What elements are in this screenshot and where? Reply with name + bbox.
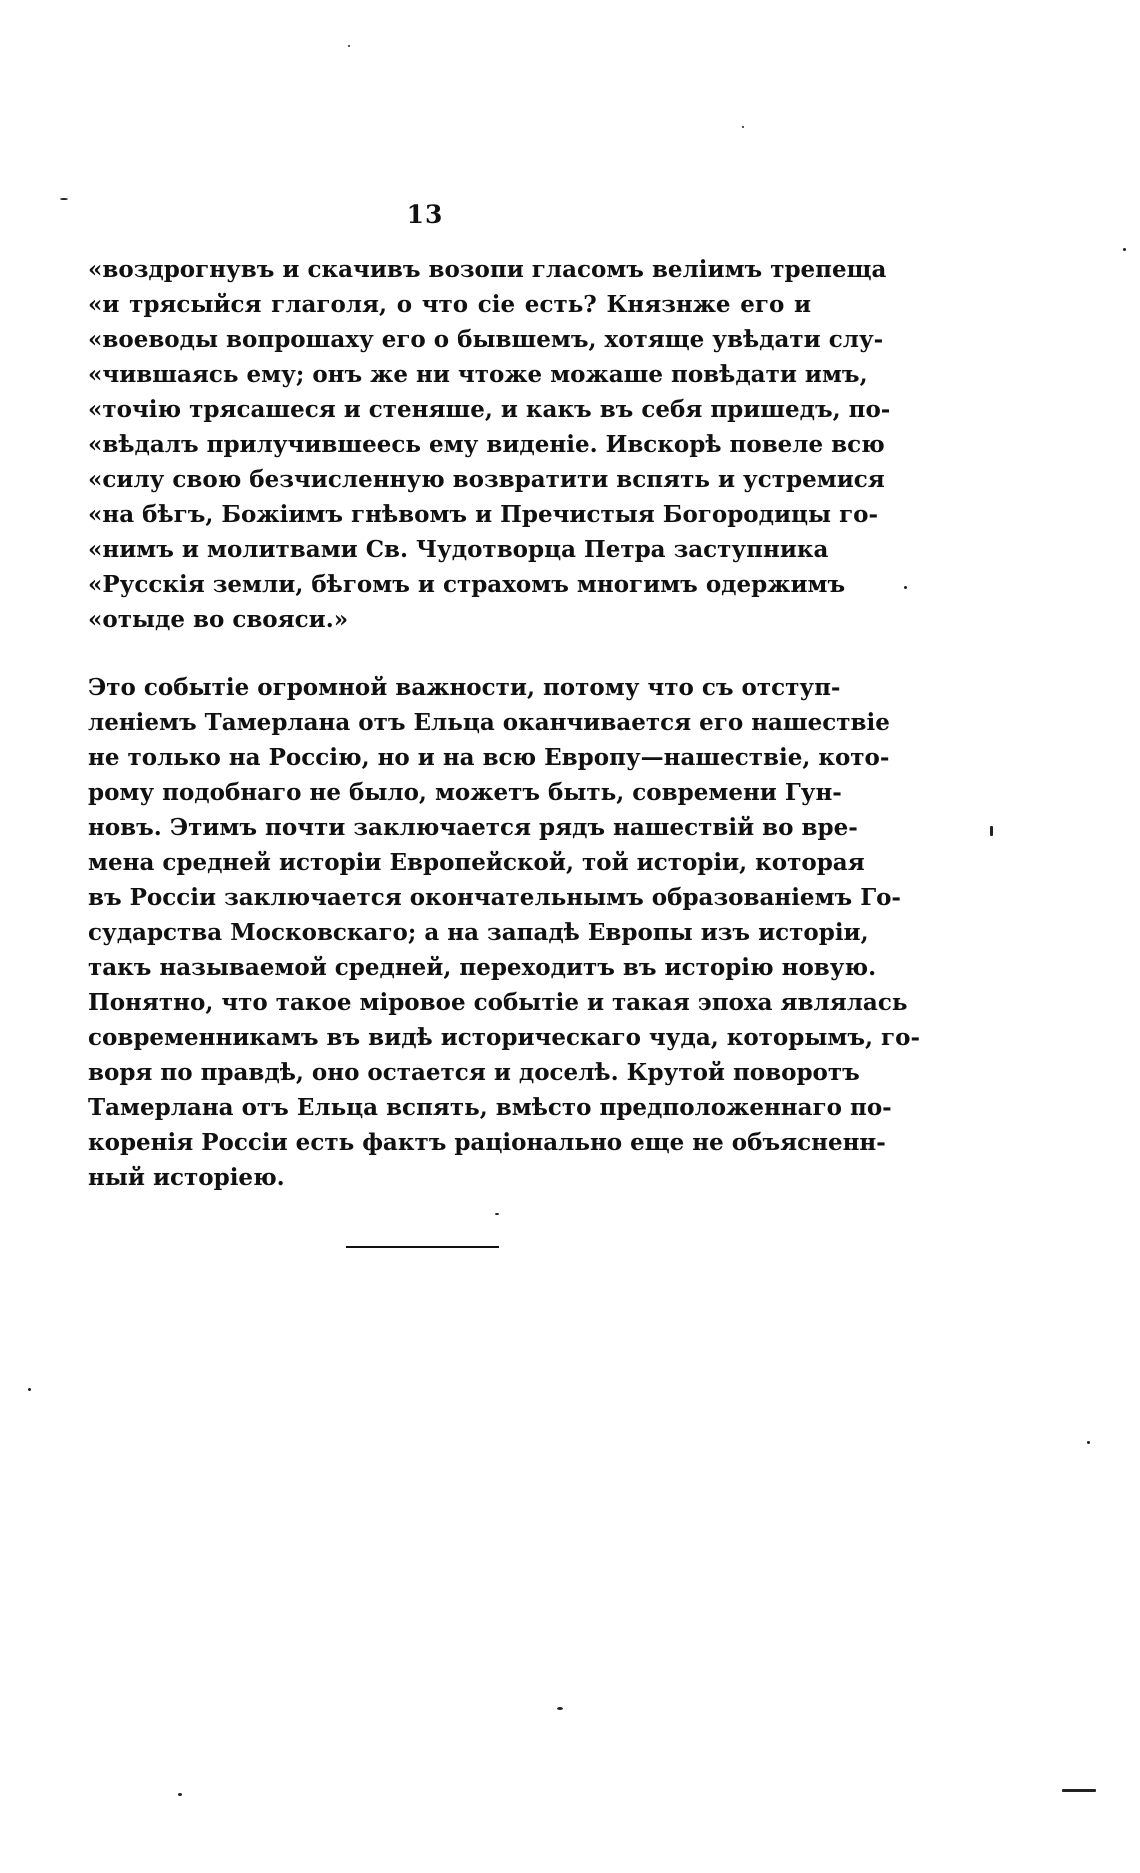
paragraph-line: сударства Московскаго; а на западѣ Европы изъ исторіи, <box>88 919 869 946</box>
paragraph-line: Тамерлана отъ Ельца вспять, вмѣсто предположеннаго по- <box>88 1094 892 1121</box>
scan-speck <box>60 198 68 200</box>
scan-speck <box>1123 248 1126 251</box>
paragraph-line: такъ называемой средней, переходитъ въ исторію новую. <box>88 954 877 981</box>
scan-speck <box>348 45 350 47</box>
quote-line: «вѣдалъ прилучившеесь ему виденіе. Ивскорѣ повеле всю <box>88 431 885 458</box>
quote-line: «силу свою безчисленную возвратити вспять и устремися <box>88 466 885 493</box>
paragraph-line: Понятно, что такое міровое событіе и такая эпоха являлась <box>88 989 908 1016</box>
scan-speck <box>28 1388 31 1391</box>
quote-line: «воздрогнувъ и скачивъ возопи гласомъ веліимъ трепеща <box>88 256 887 283</box>
quote-line: «нимъ и молитвами Св. Чудотворца Петра заступника <box>88 536 829 563</box>
paragraph-line: Это событіе огромной важности, потому что съ отступ- <box>88 674 841 701</box>
paragraph-line: мена средней исторіи Европейской, той исторіи, которая <box>88 849 865 876</box>
scan-speck <box>742 126 744 128</box>
scan-speck <box>178 1793 182 1796</box>
paragraph-line: современникамъ въ видѣ историческаго чуда, которымъ, го- <box>88 1024 921 1051</box>
quote-line: «воеводы вопрошаху его о бывшемъ, хотяще увѣдати слу- <box>88 326 884 353</box>
quote-line: «отыде во свояси.» <box>88 606 349 633</box>
scan-speck <box>904 586 907 589</box>
quote-line: «Русскія земли, бѣгомъ и страхомъ многимъ одержимъ <box>88 571 846 598</box>
quote-line: «точію трясашеся и стеняше, и какъ въ себя пришедъ, по- <box>88 396 891 423</box>
scan-speck <box>1062 1789 1096 1792</box>
section-divider <box>346 1246 499 1248</box>
paragraph-line: ный исторіею. <box>88 1164 285 1191</box>
paragraph-line: не только на Россію, но и на всю Европу—нашествіе, кото- <box>88 744 890 771</box>
scan-speck <box>1087 1441 1090 1444</box>
scan-speck <box>495 1213 499 1215</box>
paragraph-line: рому подобнаго не было, можетъ быть, современи Гун- <box>88 779 842 806</box>
paragraph-line: въ Россіи заключается окончательнымъ образованіемъ Го- <box>88 884 901 911</box>
quote-line: «на бѣгъ, Божіимъ гнѣвомъ и Пречистыя Богородицы го- <box>88 501 879 528</box>
paragraph-line: коренія Россіи есть фактъ раціонально еще не объясненн- <box>88 1129 886 1156</box>
body-paragraph <box>88 670 921 1195</box>
quote-line: «чившаясь ему; онъ же ни чтоже можаше повѣдати имъ, <box>88 361 868 388</box>
scan-speck <box>990 826 993 836</box>
paragraph-line: леніемъ Тамерлана отъ Ельца оканчивается его нашествіе <box>88 709 890 736</box>
paragraph-line: воря по правдѣ, оно остается и доселѣ. Крутой поворотъ <box>88 1059 860 1086</box>
quotation-block <box>88 252 891 637</box>
quote-line: «и трясыйся глаголя, о что сіе есть? Князнже его и <box>88 291 811 318</box>
paragraph-line: новъ. Этимъ почти заключается рядъ нашествій во вре- <box>88 814 858 841</box>
page-number: 13 <box>406 200 444 229</box>
scan-speck <box>557 1707 563 1710</box>
